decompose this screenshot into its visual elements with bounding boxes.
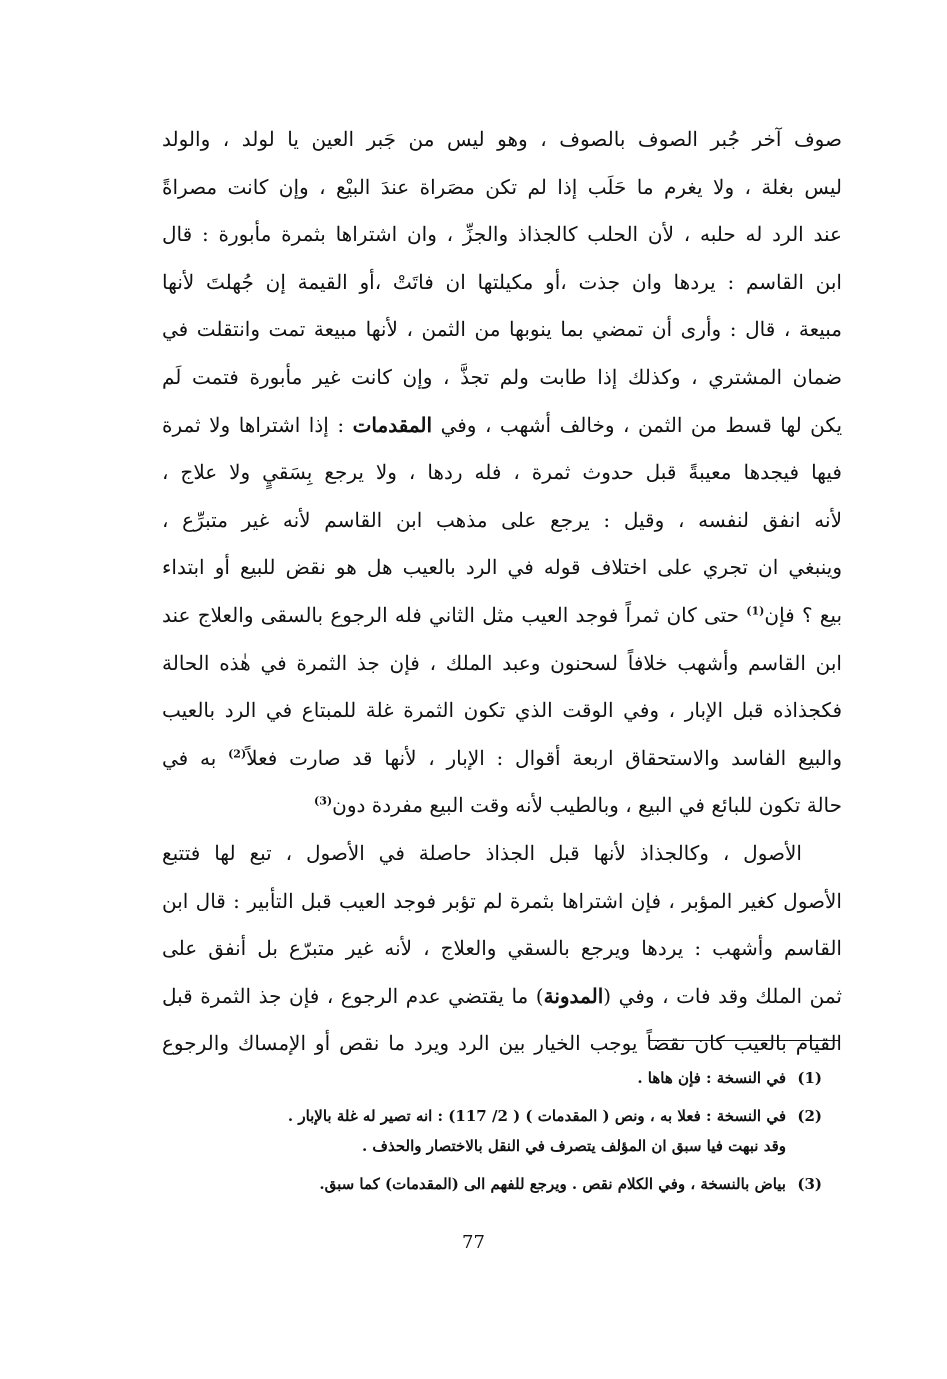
footnote-ref-1: (1) [746,604,765,618]
text-line [162,973,842,1021]
footnotes [162,1063,822,1207]
text-span: بيع ؟ فإن [764,602,842,627]
text-span: ) ما يقتضي عدم الرجوع ، فإن جذ الثمرة قبل [162,983,544,1008]
text-span: حتى كان ثمراً فوجد العيب مثل الثاني فله الرجوع بالسقى والعلاج عند [162,602,740,627]
text-line: لأنه انفق لنفسه ، وقيل : يرجع على مذهب ابن القاسم لأنه غير متبرِّع ، [162,507,842,532]
text-line: مبيعة ، قال : وأرى أن تمضي بما ينوبها من الثمن ، لأنها مبيعة تمت وانتقلت في [162,317,842,342]
book-title-muqaddimat: المقدمات [352,412,433,437]
footnote-1 [162,1063,822,1093]
text-line: ليس بغلة ، ولا يغرم ما حَلَب إذا لم تكن مصَراة عندَ البيْع ، وإن كانت مصراةً [162,174,842,199]
text-span: ( [603,983,612,1008]
text-line [162,735,842,783]
footnote-ref-2: (2) [228,747,247,761]
text-line: عند الرد له حلبه ، لأن الحلب كالجذاذ والجزِّ ، وان اشتراها بثمرة مأبورة : قال [162,222,842,247]
footnote-text [162,1101,786,1161]
footnote-text: في النسخة : فإن هاها . [637,1069,786,1087]
book-title-mudawwana: المدونة [543,983,604,1008]
text-line: ضمان المشتري ، وكذلك إذا طابت ولم تجذَّ ، وإن كانت غير مأبورة فتمت لَم [162,364,842,389]
text-line: صوف آخر جُبر الصوف بالصوف ، وهو ليس من جَبر العين يا لولد ، والولد [162,127,842,151]
text-line: ابن القاسم وأشهب خلافاً لسحنون وعبد الملك ، فإن جذ الثمرة في هٰذه الحالة [162,650,842,675]
footnote-ref-3: (3) [314,794,333,808]
text-line: فكجذاذه قبل الإبار ، وفي الوقت الذي تكون الثمرة غلة للمبتاع في الرد بالعيب [162,698,842,723]
footnote-2 [162,1101,822,1161]
text-span: به في [162,745,217,770]
text-span: والبيع الفاسد والاستحقاق اربعة أقوال : الإبار ، لأنها قد صارت فعلاً [246,745,842,770]
text-line [162,782,842,830]
page-number: 77 [462,1232,485,1253]
text-line: فيها فيجدها معيبةً قبل حدوث ثمرة ، فله ردها ، ولا يرجع بِسَقيٍ ولا علاج ، [162,460,842,485]
text-line: الأصول ، وكالجذاذ لأنها قبل الجذاذ حاصلة في الأصول ، تبع لها فتتبع [162,840,802,865]
text-span: حالة تكون للبائع في البيع ، وبالطيب لأنه وقت البيع مفردة دون [332,793,842,818]
footnote-line: وقد نبهت فيا سبق ان المؤلف يتصرف في النقل بالاختصار والحذف . [361,1137,786,1155]
text-line: ابن القاسم : يردها وان جذت ،أو مكيلتها ان فاتَتْ ،أو القيمة إن جُهلتَ لأنها [162,269,842,294]
footnote-text: بياض بالنسخة ، وفي الكلام نقص . ويرجع للفهم الى (المقدمات) كما سبق. [319,1175,786,1193]
text-line: القيام بالعيب كان نقضاً يوجب الخيار بين الرد ويرد ما نقص أو الإمساك والرجوع [162,1031,842,1056]
main-text [162,116,842,1068]
footnote-line: في النسخة : فعلا به ، ونص ( المقدمات ) ( 2/ 117) : انه تصير له غلة بالإبار . [287,1107,786,1125]
text-line: الأصول كغير المؤبر ، فإن اشتراها بثمرة لم تؤبر فوجد العيب قبل التأبير : قال ابن [162,888,842,913]
text-span: : إذا اشتراها ولا ثمرة [162,412,345,437]
text-line: وينبغي ان تجري على اختلاف قوله في الرد بالعيب هل هو نقض للبيع أو ابتداء [162,555,842,580]
text-line: القاسم وأشهب : يردها ويرجع بالسقي والعلاج ، لأنه غير متبرّع بل أنفق على [162,936,842,961]
footnote-number: (2) [797,1107,822,1125]
footnote-divider [650,1040,840,1041]
text-line [162,592,842,640]
text-span: ثمن الملك وقد فات ، وفي [618,983,842,1008]
footnote-3 [162,1169,822,1199]
footnote-number: (1) [797,1069,822,1087]
text-span: يكن لها قسط من الثمن ، وخالف أشهب ، وفي [440,412,842,437]
text-line [162,402,842,450]
footnote-number: (3) [797,1175,822,1193]
